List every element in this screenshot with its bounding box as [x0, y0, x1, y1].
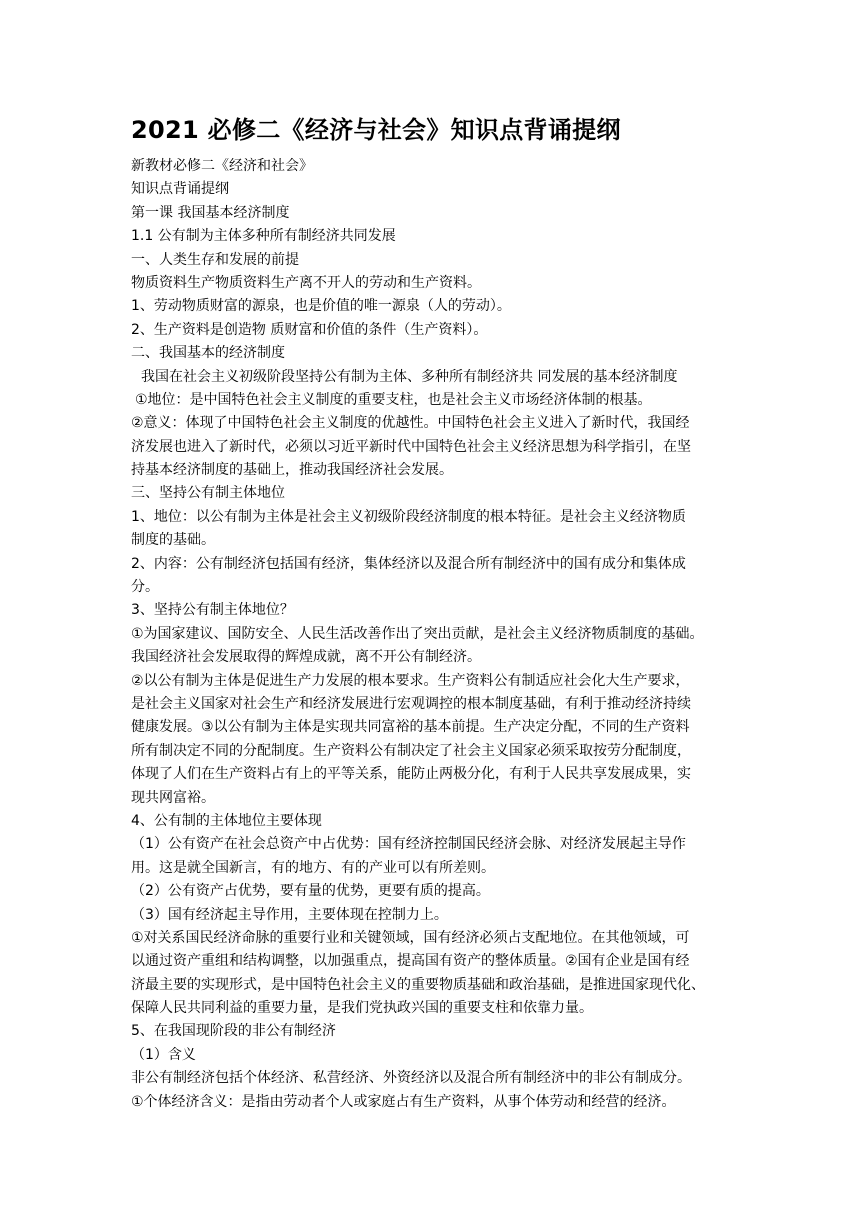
text-line: ②以公有制为主体是促进生产力发展的根本要求。生产资料公有制适应社会化大生产要求， — [131, 672, 690, 689]
text-line: 济最主要的实现形式，是中国特色社会主义的重要物质基础和政治基础，是推进国家现代化、 — [131, 976, 705, 993]
section-heading: 5、在我国现阶段的非公有制经济 — [131, 1023, 336, 1040]
text-line: 健康发展。③以公有制为主体是实现共同富裕的基本前提。生产决定分配，不同的生产资料 — [131, 719, 690, 736]
text-line: 知识点背诵提纲 — [131, 181, 229, 198]
text-line: 1、劳动物质财富的源泉，也是价值的唯一源泉（人的劳动）。 — [131, 298, 511, 315]
section-heading: 1.1 公有制为主体多种所有制经济共同发展 — [131, 228, 396, 245]
document-title: 2021 必修二《经济与社会》知识点背诵提纲 — [131, 116, 621, 144]
text-line: 用。这是就全国新言，有的地方、有的产业可以有所差则。 — [131, 859, 495, 876]
text-line: 是社会主义国家对社会生产和经济发展进行宏观调控的根本制度基础，有利于推动经济持续 — [131, 695, 691, 712]
section-heading: 第一课 我国基本经济制度 — [131, 204, 290, 221]
text-line: （2）公有资产占优势，要有量的优势，更要有质的提高。 — [131, 883, 490, 900]
text-line: 济发展也进入了新时代，必须以习近平新时代中国特色社会主义经济思想为科学指引，在坚 — [131, 438, 691, 455]
text-line: 现共网富裕。 — [131, 789, 215, 806]
text-line: 保障人民共同利益的重要力量，是我们党执政兴国的重要支柱和依靠力量。 — [131, 1000, 593, 1017]
text-line: 持基本经济制度的基础上，推动我国经济社会发展。 — [131, 462, 453, 479]
text-line: 物质资料生产物质资料生产离不开人的劳动和生产资料。 — [131, 274, 481, 291]
text-line: ①个体经济含义：是指由劳动者个人或家庭占有生产资料，从事个体劳动和经营的经济。 — [131, 1093, 676, 1110]
text-line: 体现了人们在生产资料占有上的平等关系，能防止两极分化，有利于人民共享发展成果，实 — [131, 766, 691, 783]
text-line: （1）含义 — [131, 1046, 196, 1063]
text-line: 2、内容：公有制经济包括国有经济，集体经济以及混合所有制经济中的国有成分和集体成 — [131, 555, 686, 572]
text-line: ①为国家建议、国防安全、人民生活改善作出了突出贡献，是社会主义经济物质制度的基础。 — [131, 625, 704, 642]
text-line: 所有制决定不同的分配制度。生产资料公有制决定了社会主义国家必须采取按劳分配制度， — [131, 742, 691, 759]
text-line: （3）国有经济起主导作用，主要体现在控制力上。 — [131, 906, 448, 923]
text-line: 3、坚持公有制主体地位？ — [131, 602, 294, 619]
text-line: 新教材必修二《经济和社会》 — [131, 158, 313, 174]
text-line: 制度的基础。 — [131, 532, 215, 549]
text-line: 2、生产资料是创造物 质财富和价值的条件（生产资料）。 — [131, 321, 488, 338]
text-line: ①对关系国民经济命脉的重要行业和关键领域，国有经济必须占支配地位。在其他领域，可 — [131, 929, 690, 946]
text-line: ①地位：是中国特色社会主义制度的重要支柱，也是社会主义市场经济体制的根基。 — [135, 391, 652, 408]
section-heading: 三、坚持公有制主体地位 — [131, 485, 285, 502]
section-heading: 二、我国基本的经济制度 — [131, 345, 285, 362]
text-line: 我国经济社会发展取得的辉煌成就，离不开公有制经济。 — [131, 649, 481, 666]
document-body — [131, 155, 731, 1114]
text-line: ②意义：体现了中国特色社会主义制度的优越性。中国特色社会主义进入了新时代，我国经 — [131, 415, 690, 432]
text-line: （1）公有资产在社会总资产中占优势：国有经济控制国民经济会脉、对经济发展起主导作 — [131, 836, 686, 853]
text-line: 非公有制经济包括个体经济、私营经济、外资经济以及混合所有制经济中的非公有制成分。 — [131, 1070, 691, 1087]
text-line: 分。 — [131, 579, 159, 596]
section-heading: 一、人类生存和发展的前提 — [131, 251, 299, 268]
text-line: 以通过资产重组和结构调整，以加强重点，提高国有资产的整体质量。②国有企业是国有经 — [131, 953, 690, 970]
section-heading: 4、公有制的主体地位主要体现 — [131, 812, 322, 829]
text-line: 1、地位：以公有制为主体是社会主义初级阶段经济制度的根本特征。是社会主义经济物质 — [131, 508, 686, 525]
text-line: 我国在社会主义初级阶段坚持公有制为主体、多种所有制经济共 同发展的基本经济制度 — [141, 368, 678, 385]
